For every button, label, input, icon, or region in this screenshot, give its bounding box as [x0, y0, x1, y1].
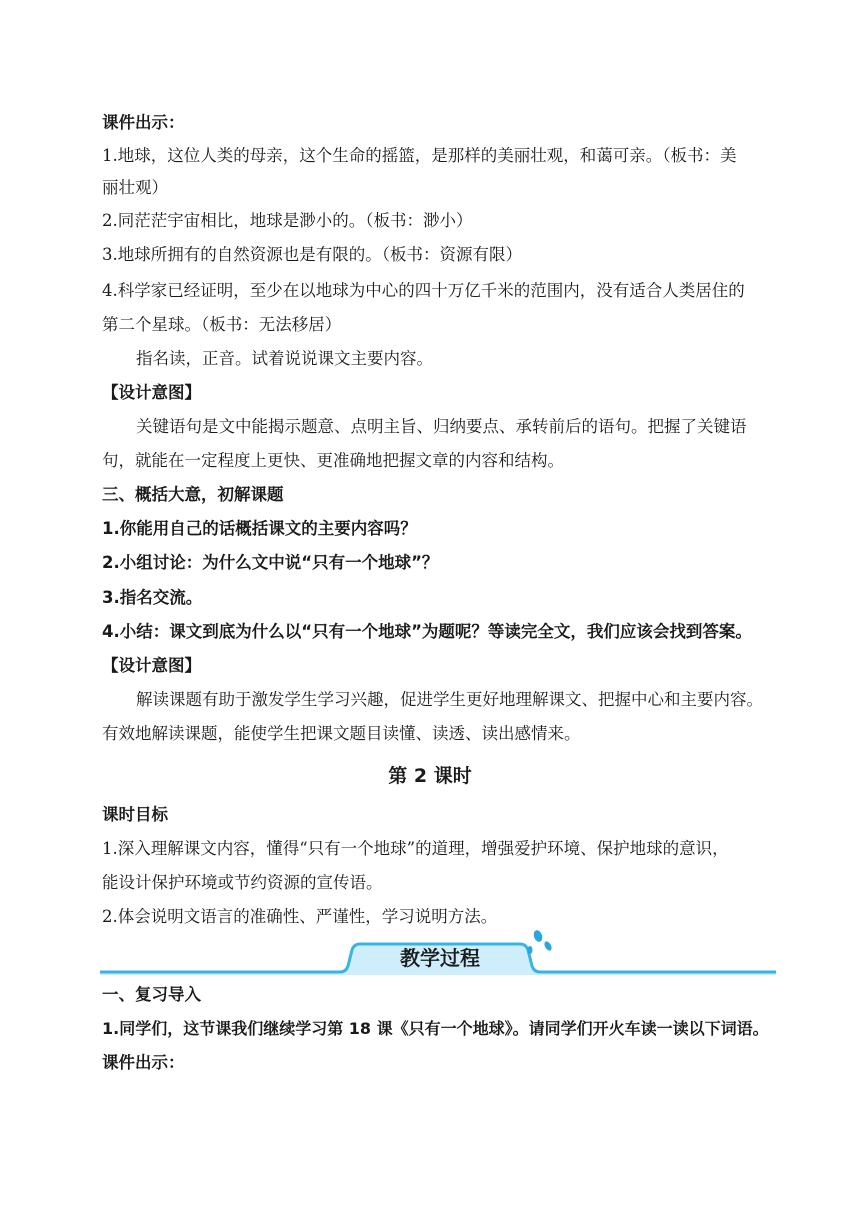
objective-2: 2.体会说明文语言的准确性、严谨性，学习说明方法。 — [102, 907, 498, 926]
question-2: 2.小组讨论：为什么文中说“只有一个地球”？ — [102, 553, 439, 572]
objective-1-cont: 能设计保护环境或节约资源的宣传语。 — [102, 873, 383, 892]
review-instruction: 1.同学们，这节课我们继续学习第 18 课《只有一个地球》。请同学们开火车读一读以下词语。 — [102, 1019, 769, 1038]
quote-4-cont: 第二个星球。（板书：无法移居） — [102, 315, 342, 334]
quote-1: 1.地球，这位人类的母亲，这个生命的摇篮，是那样的美丽壮观，和蔼可亲。（板书：美 — [102, 146, 737, 165]
design-intent-text-2: 解读课题有助于激发学生学习兴趣，促进学生更好地理解课文、把握中心和主要内容。 — [136, 690, 763, 709]
quote-4: 4.科学家已经证明，至少在以地球为中心的四十万亿千米的范围内，没有适合人类居住的 — [102, 281, 745, 300]
question-1: 1.你能用自己的话概括课文的主要内容吗？ — [102, 519, 417, 538]
design-intent-text-2-cont: 有效地解读课题，能使学生把课文题目读懂、读透、读出感情来。 — [102, 724, 581, 743]
courseware-label: 课件出示： — [102, 113, 185, 132]
instruction-text: 指名读，正音。试着说说课文主要内容。 — [136, 349, 433, 368]
design-intent-text-cont: 句，就能在一定程度上更快、更准确地把握文章的内容和结构。 — [102, 451, 564, 470]
quote-3: 3.地球所拥有的自然资源也是有限的。（板书：资源有限） — [102, 245, 522, 264]
design-intent-heading: 【设计意图】 — [102, 383, 201, 402]
objective-1: 1.深入理解课文内容，懂得“只有一个地球”的道理，增强爱护环境、保护地球的意识， — [102, 839, 729, 858]
teaching-process-banner — [100, 928, 780, 978]
objectives-heading: 课时目标 — [102, 805, 168, 824]
section-heading-3: 三、概括大意，初解课题 — [102, 485, 284, 504]
design-intent-text: 关键语句是文中能揭示题意、点明主旨、归纳要点、承转前后的语句。把握了关键语 — [136, 417, 747, 436]
section-heading-review: 一、复习导入 — [102, 985, 201, 1004]
question-3: 3.指名交流。 — [102, 588, 203, 607]
summary: 4.小结：课文到底为什么以“只有一个地球”为题呢？等读完全文，我们应该会找到答案。 — [102, 622, 752, 641]
banner-title: 教学过程 — [400, 946, 480, 970]
quote-1-cont: 丽壮观） — [102, 178, 168, 197]
quote-2: 2.同茫茫宇宙相比，地球是渺小的。（板书：渺小） — [102, 211, 473, 230]
water-drop-icon — [528, 929, 554, 954]
courseware-label-2: 课件出示： — [102, 1053, 185, 1072]
lesson-title: 第 2 课时 — [388, 765, 472, 787]
design-intent-heading-2: 【设计意图】 — [102, 656, 201, 675]
